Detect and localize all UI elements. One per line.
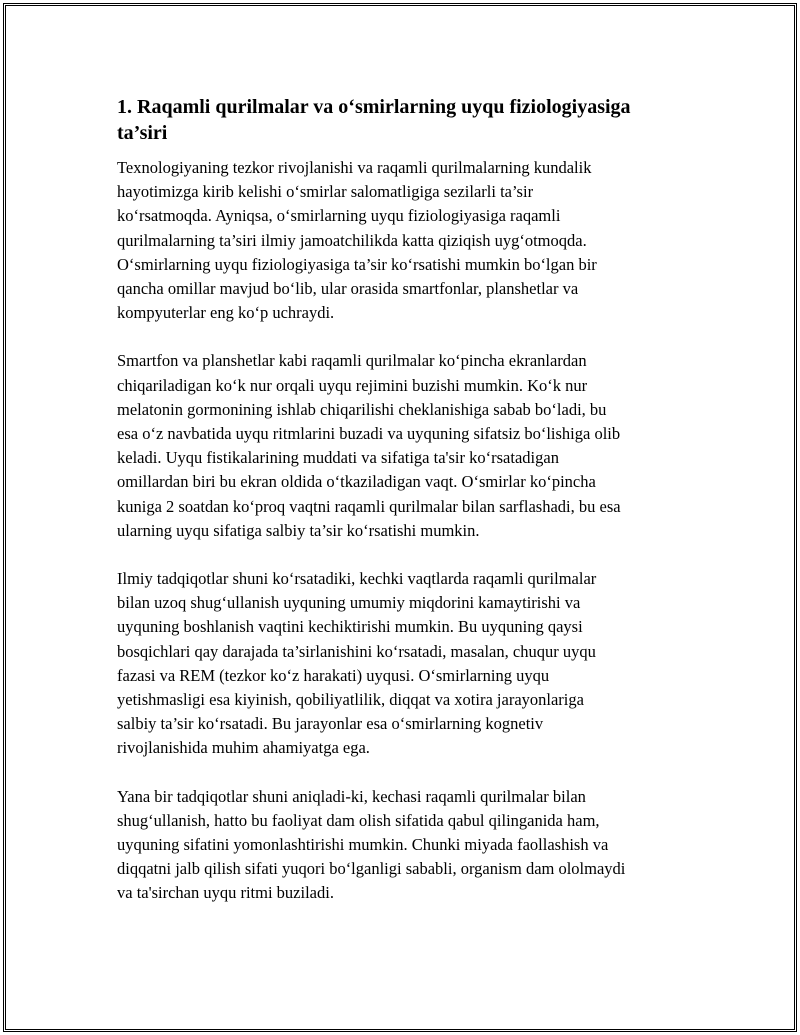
paragraph-3: Ilmiy tadqiqotlar shuni ko‘rsatadiki, kechki vaqtlarda raqamli qurilmalar bilan uzoq shug‘ullanish uyquning umumiy miqdorini kamaytirishi va uyquning boshlanish vaqtini kechiktirishi mumkin. Bu uyquning qaysi bosqichlari qay darajada ta’sirlanishini ko‘rsatadi, masalan, chuqur uyqu fazasi va REM (tezkor ko‘z harakati) uyqusi. O‘smirlarning uyqu yetishmasligi esa kiyinish, qobiliyatlilik, diqqat va xotira jarayonlariga salbiy ta’sir ko‘rsatadi. Bu jarayonlar esa o‘smirlarning kognetiv rivojlanishida muhim ahamiyatga ega.: [117, 569, 597, 758]
paragraph-2: Smartfon va planshetlar kabi raqamli qurilmalar ko‘pincha ekranlardan chiqariladigan ko‘k nur orqali uyqu rejimini buzishi mumkin. Ko‘k nur melatonin gormonining ishlab chiqarilishi cheklanishiga sabab bo‘ladi, bu esa o‘z navbatida uyqu ritmlarini buzadi va uyquning sifatsiz bo‘lishiga olib keladi. Uyqu fistikalarining muddati va sifatiga ta'sir ko‘rsatadigan omillardan biri bu ekran oldida o‘tkaziladigan vaqt. O‘smirlar ko‘pincha kuniga 2 soatdan ko‘proq vaqtni raqamli qurilmalar bilan sarflashadi, bu esa ularning uyqu sifatiga salbiy ta’sir ko‘rsatishi mumkin.: [117, 351, 621, 540]
paragraph-1: Texnologiyaning tezkor rivojlanishi va raqamli qurilmalarning kundalik hayotimizga kirib kelishi o‘smirlar salomatligiga sezilarli ta’sir ko‘rsatmoqda. Ayniqsa, o‘smirlarning uyqu fiziologiyasiga raqamli qurilmalarning ta’siri ilmiy jamoatchilikda katta qiziqish uyg‘otmoqda. O‘smirlarning uyqu fiziologiyasiga ta’sir ko‘rsatishi mumkin bo‘lgan bir qancha omillar mavjud bo‘lib, ular orasida smartfonlar, planshetlar va kompyuterlar eng ko‘p uchraydi.: [117, 158, 597, 323]
section-heading: 1. Raqamli qurilmalar va o‘smirlarning uyqu fiziologiyasiga ta’siri: [117, 96, 631, 144]
document-body: [117, 94, 697, 930]
paragraph-4: Yana bir tadqiqotlar shuni aniqladi-ki, kechasi raqamli qurilmalar bilan shug‘ullanish, hatto bu faoliyat dam olish sifatida qabul qilinganida ham, uyquning sifatini yomonlashtirishi mumkin. Chunki miyada faollashish va diqqatni jalb qilish sifati yuqori bo‘lganligi sababli, organism dam ololmaydi va ta'sirchan uyqu ritmi buziladi.: [117, 786, 626, 903]
